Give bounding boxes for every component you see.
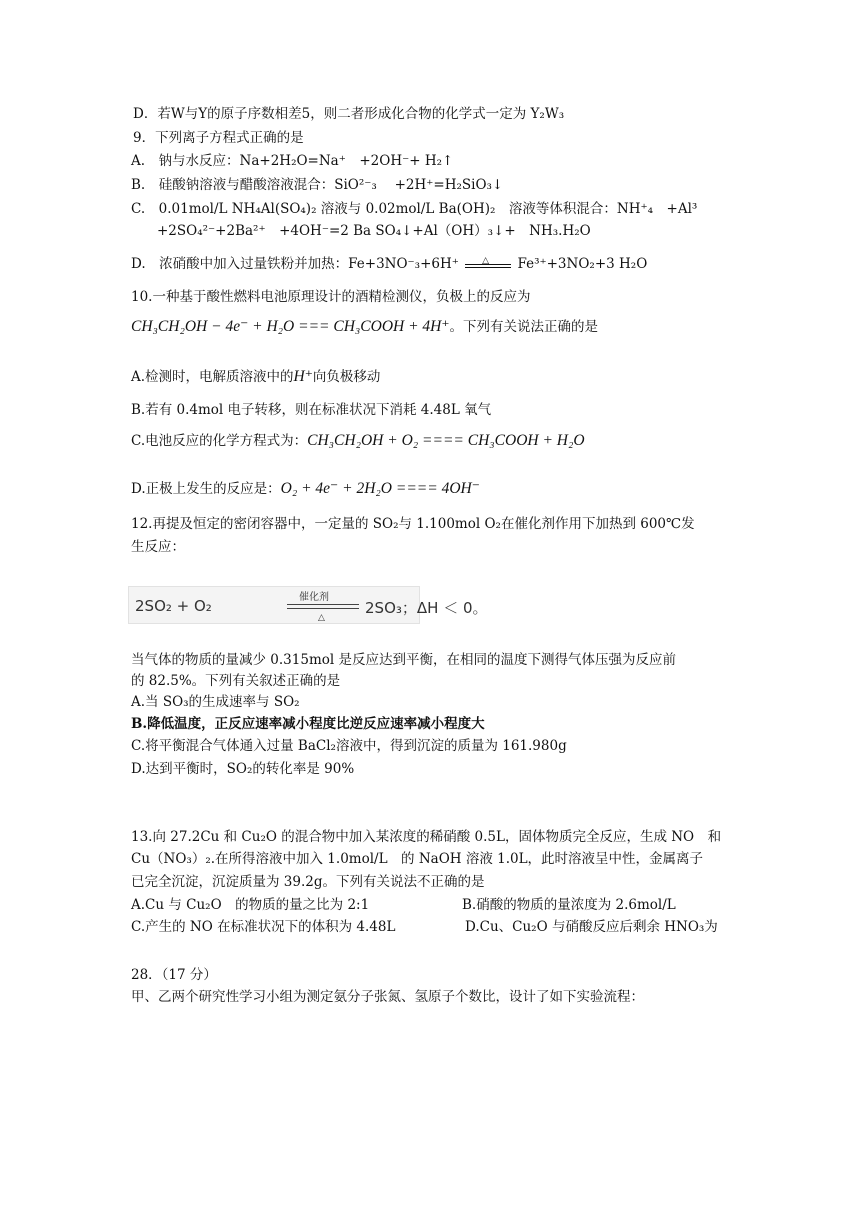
q10-d-equation: O₂ + 4e⁻ + 2H₂O ==== 4OH⁻ (280, 480, 480, 497)
q10-option-c (131, 432, 585, 450)
q12-option-c: C.将平衡混合气体通入过量 BaCl₂溶液中，得到沉淀的质量为 161.980g (131, 738, 567, 754)
q10-c-text: C.电池反应的化学方程式为： (131, 433, 308, 449)
q10-negative-electrode-equation: CH₃CH₂OH − 4e⁻ + H₂O === CH₃COOH + 4H⁺ (131, 318, 450, 335)
q10-option-a (131, 368, 380, 386)
equilibrium-arrow-icon (287, 604, 359, 605)
q13-stem-line1: 13.向 27.2Cu 和 Cu₂O 的混合物中加入某浓度的稀硝酸 0.5L，固体物质完全反应，生成 NO 和 (131, 829, 722, 845)
q10-c-equation: CH₃CH₂OH + O₂ ==== CH₃COOH + H₂O (307, 432, 585, 449)
q9-option-b: B. 硅酸钠溶液与醋酸溶液混合：SiO²⁻₃ +2H⁺=H₂SiO₃↓ (131, 177, 504, 193)
q12-eq-left: 2SO₂ + O₂ (135, 597, 212, 615)
heat-symbol: △ (318, 613, 325, 623)
q12-option-d: D.达到平衡时，SO₂的转化率是 90% (131, 761, 355, 777)
q12-equation-image (128, 586, 488, 624)
q13-option-d: D.Cu、Cu₂O 与硝酸反应后剩余 HNO₃为 (465, 919, 718, 935)
q9-stem: 9．下列离子方程式正确的是 (133, 130, 304, 146)
q12-option-a: A.当 SO₃的生成速率与 SO₂ (131, 694, 300, 710)
q10-stem-line1: 10.一种基于酸性燃料电池原理设计的酒精检测仪，负极上的反应为 (131, 289, 531, 305)
q12-option-b: B.降低温度，正反应速率减小程度比逆反应速率减小程度大 (131, 716, 485, 732)
q12-para-line2: 的 82.5%。下列有关叙述正确的是 (131, 673, 341, 689)
q8-option-d: D．若W与Y的原子序数相差5，则二者形成化合物的化学式一定为 Y₂W₃ (133, 106, 565, 122)
q12-para-line1: 当气体的物质的量减少 0.315mol 是反应达到平衡，在相同的温度下测得气体压强为反应前 (131, 652, 676, 668)
q12-stem-line1: 12.再提及恒定的密闭容器中，一定量的 SO₂与 1.100mol O₂在催化剂作用下加热到 600℃发 (131, 516, 695, 532)
q12-stem-line2: 生反应： (131, 539, 185, 555)
q10-option-d (131, 480, 480, 498)
q13-option-a: A.Cu 与 Cu₂O 的物质的量之比为 2:1 (131, 897, 370, 913)
q10-stem-tail: 。下列有关说法正确的是 (449, 319, 599, 335)
q9-d-right: Fe³⁺+3NO₂+3 H₂O (517, 256, 648, 272)
heat-symbol: △ (482, 255, 490, 266)
q10-a-text: A.检测时，电解质溶液中的 (131, 369, 294, 385)
q13-stem-line3: 已完全沉淀，沉淀质量为 39.2g。下列有关说法不正确的是 (131, 874, 485, 890)
q9-option-c-line1: C. 0.01mol/L NH₄Al(SO₄)₂ 溶液与 0.02mol/L Ba(OH)₂ 溶液等体积混合：NH⁺₄ +Al³ (131, 201, 698, 217)
q13-option-b: B.硝酸的物质的量浓度为 2.6mol/L (462, 897, 676, 913)
q13-stem-line2: Cu（NO₃）₂.在所得溶液中加入 1.0mol/L 的 NaOH 溶液 1.0L，此时溶液呈中性，金属离子 (131, 851, 704, 867)
q10-option-b: B.若有 0.4mol 电子转移，则在标准状况下消耗 4.48L 氧气 (131, 402, 492, 418)
q9-d-left: D. 浓硝酸中加入过量铁粉并加热：Fe+3NO⁻₃+6H⁺ (131, 256, 459, 272)
q9-option-d (131, 255, 647, 273)
heat-arrow-icon (465, 255, 511, 272)
q12-eq-right: 2SO₃；ΔH ＜ 0。 (365, 599, 488, 617)
q10-a-ion: H⁺ (293, 368, 313, 385)
q28-heading: 28．（17 分） (131, 967, 217, 983)
q9-option-c-line2: +2SO₄²⁻+2Ba²⁺ +4OH⁻=2 Ba SO₄↓+Al（OH）₃↓+ NH₃.H₂O (157, 223, 591, 239)
q10-a-tail: 向负极移动 (312, 369, 381, 385)
q10-stem-line2 (131, 318, 598, 336)
q10-d-text: D.正极上发生的反应是： (131, 481, 281, 497)
q9-option-a: A. 钠与水反应：Na+2H₂O=Na⁺ +2OH⁻+ H₂↑ (131, 153, 454, 169)
q13-option-c: C.产生的 NO 在标准状况下的体积为 4.48L (131, 919, 396, 935)
catalyst-label: 催化剂 (299, 592, 329, 603)
q28-body: 甲、乙两个研究性学习小组为测定氨分子张氮、氢原子个数比，设计了如下实验流程： (131, 989, 644, 1005)
